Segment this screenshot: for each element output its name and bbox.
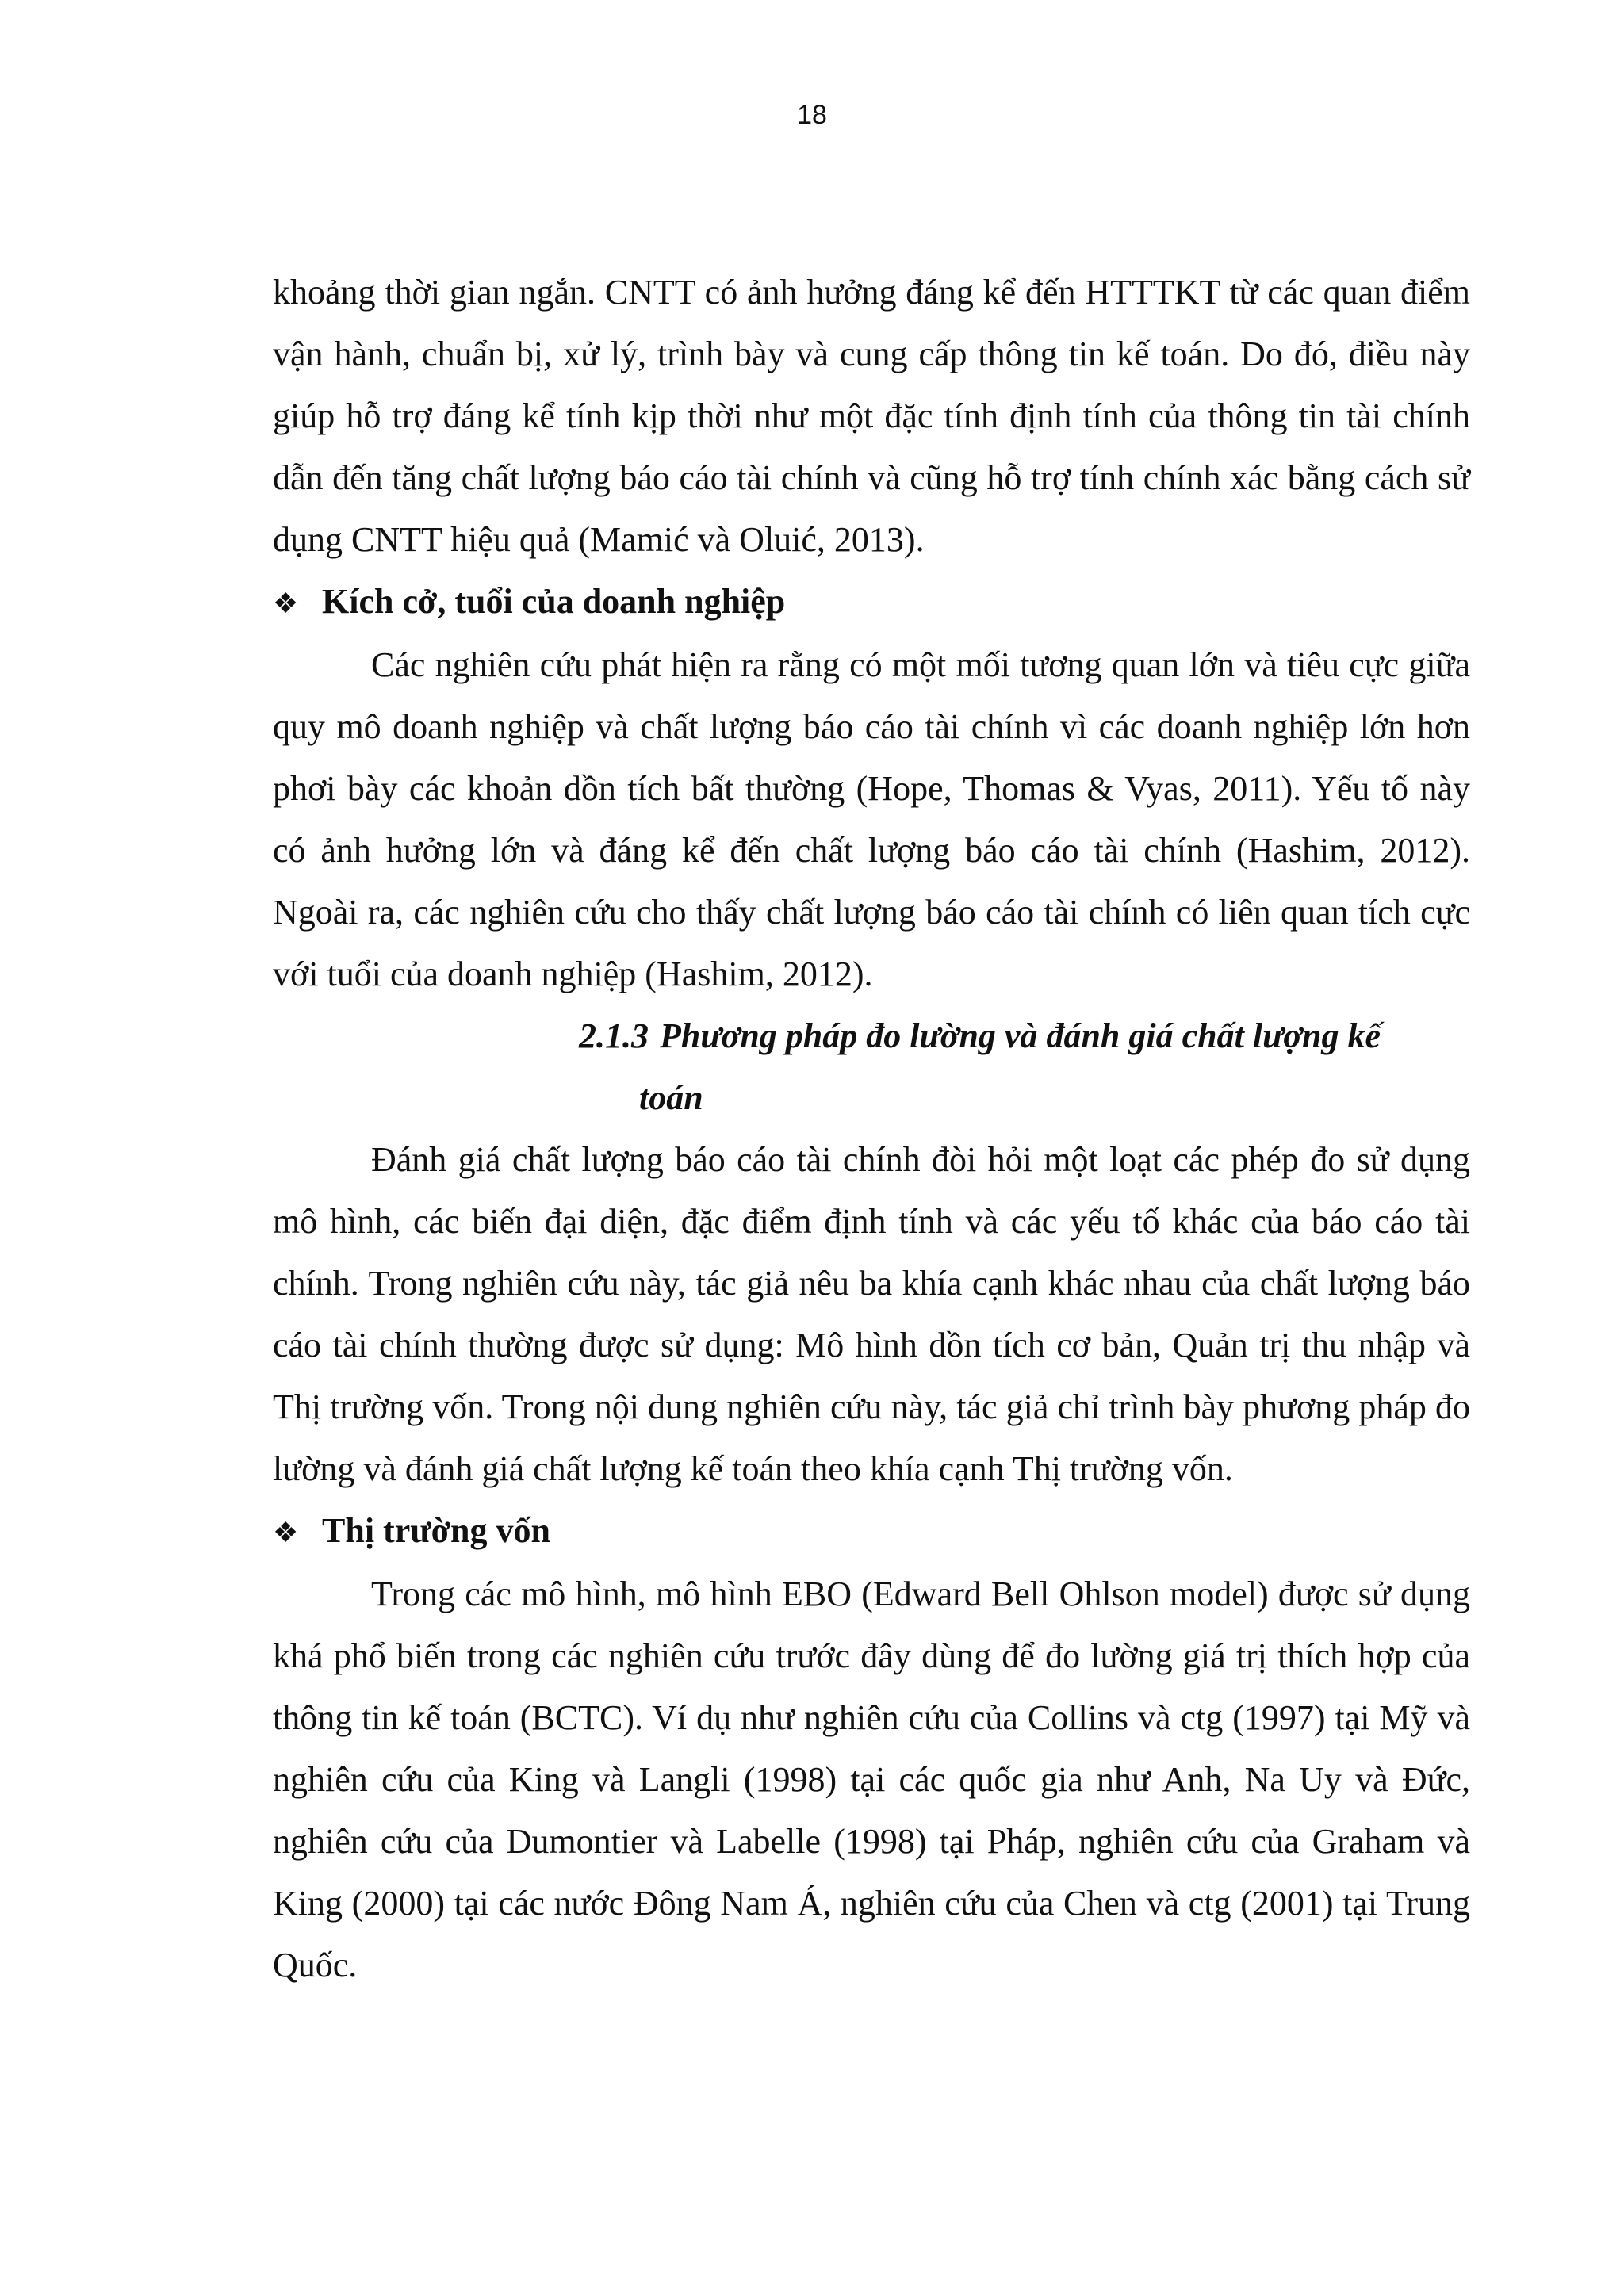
subheading-firm-size-age [273, 571, 1470, 634]
section-number: 2.1.3 [579, 1016, 649, 1055]
section-title-line1: Phương pháp đo lường và đánh giá chất lượng kế [660, 1016, 1381, 1055]
document-body [273, 262, 1470, 1996]
paragraph-firm-size: Các nghiên cứu phát hiện ra rằng có một mối tương quan lớn và tiêu cực giữa quy mô doanh nghiệp và chất lượng báo cáo tài chính vì các doanh nghiệp lớn hơn phơi bày các khoản dồn tích bất thường (Hope, Thomas & Vyas, 2011). Yếu tố này có ảnh hưởng lớn và đáng kể đến chất lượng báo cáo tài chính (Hashim, 2012). Ngoài ra, các nghiên cứu cho thấy chất lượng báo cáo tài chính có liên quan tích cực với tuổi của doanh nghiệp (Hashim, 2012). [273, 645, 1470, 993]
subheading-text: Kích cở, tuổi của doanh nghiệp [322, 582, 786, 621]
paragraph-measurement: Đánh giá chất lượng báo cáo tài chính đòi hỏi một loạt các phép đo sử dụng mô hình, các biến đại diện, đặc điểm định tính và các yếu tố khác của báo cáo tài chính. Trong nghiên cứu này, tác giả nêu ba khía cạnh khác nhau của chất lượng báo cáo tài chính thường được sử dụng: Mô hình dồn tích cơ bản, Quản trị thu nhập và Thị trường vốn. Trong nội dung nghiên cứu này, tác giả chỉ trình bày phương pháp đo lường và đánh giá chất lượng kế toán theo khía cạnh Thị trường vốn. [273, 1140, 1470, 1488]
subheading-capital-market [273, 1500, 1470, 1563]
subheading-text: Thị trường vốn [322, 1511, 550, 1550]
diamond-bullet-icon: ❖ [273, 587, 299, 619]
paragraph-ebo-model: Trong các mô hình, mô hình EBO (Edward Bell Ohlson model) được sử dụng khá phổ biến trong các nghiên cứu trước đây dùng để đo lường giá trị thích hợp của thông tin kế toán (BCTC). Ví dụ như nghiên cứu của Collins và ctg (1997) tại Mỹ và nghiên cứu của King và Langli (1998) tại các quốc gia như Anh, Na Uy và Đức, nghiên cứu của Dumontier và Labelle (1998) tại Pháp, nghiên cứu của Graham và King (2000) tại các nước Đông Nam Á, nghiên cứu của Chen và ctg (2001) tại Trung Quốc. [273, 1575, 1470, 1984]
section-heading-2-1-3 [579, 1005, 1470, 1129]
section-title-line2: toán [639, 1078, 703, 1117]
diamond-bullet-icon: ❖ [273, 1517, 299, 1548]
paragraph-continuation: khoảng thời gian ngắn. CNTT có ảnh hưởng đáng kể đến HTTTKT từ các quan điểm vận hành, chuẩn bị, xử lý, trình bày và cung cấp thông tin kế toán. Do đó, điều này giúp hỗ trợ đáng kể tính kịp thời như một đặc tính định tính của thông tin tài chính dẫn đến tăng chất lượng báo cáo tài chính và cũng hỗ trợ tính chính xác bằng cách sử dụng CNTT hiệu quả (Mamić và Oluić, 2013). [273, 273, 1470, 559]
page-number: 18 [797, 100, 827, 130]
